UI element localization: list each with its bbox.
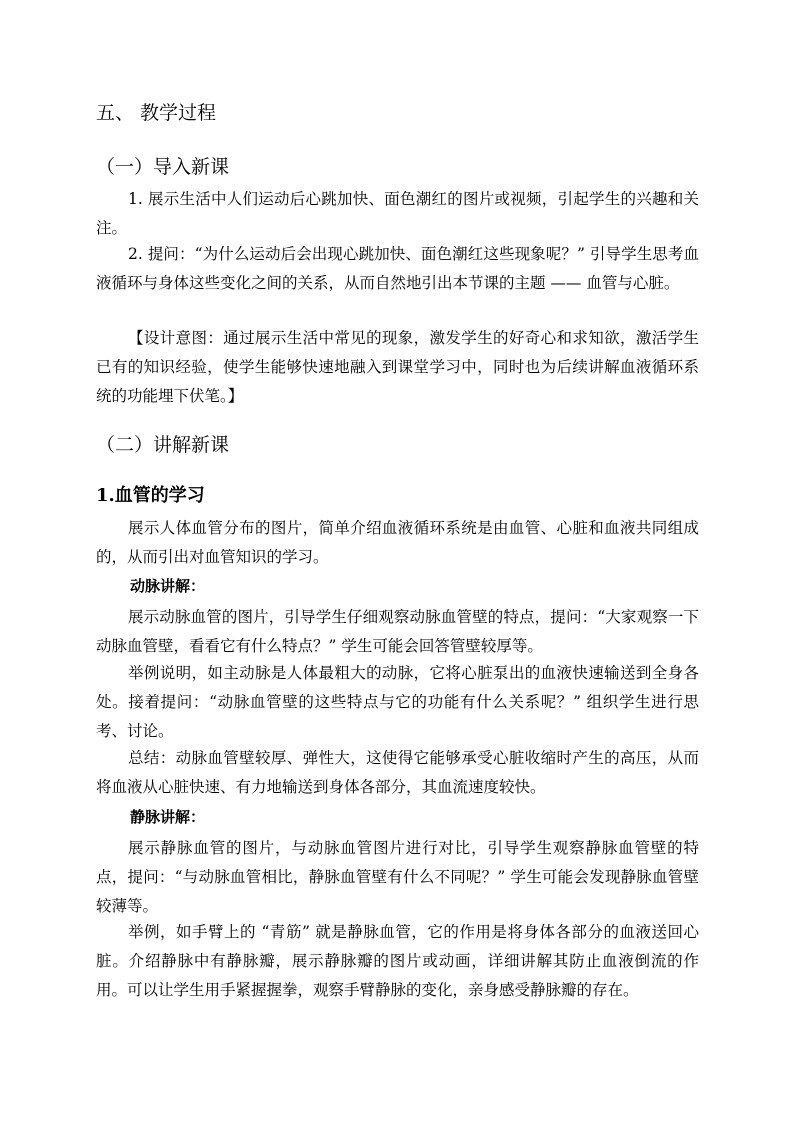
blood-vessel-intro: 展示人体血管分布的图片，简单介绍血液循环系统是由血管、心脏和血液共同组成的，从而引出对血管知识的学习。 xyxy=(96,519,699,566)
part1-heading: （一）导入新课 xyxy=(96,156,230,178)
part1-design-intent: 【设计意图：通过展示生活中常见的现象，激发学生的好奇心和求知欲，激活学生已有的知识经验，使学生能够快速地融入到课堂学习中，同时也为后续讲解血液循环系统的功能埋下伏笔。】 xyxy=(96,329,699,405)
part1-paragraph-2: 2. 提问：“为什么运动后会出现心跳加快、面色潮红这些现象呢？” 引导学生思考血液循环与身体这些变化之间的关系，从而自然地引出本节课的主题 —— 血管与心脏。 xyxy=(96,245,699,292)
part1-paragraph-1: 1. 展示生活中人们运动后心跳加快、面色潮红的图片或视频，引起学生的兴趣和关注。 xyxy=(96,190,699,237)
section-title: 五、 教学过程 xyxy=(96,102,217,124)
part2-heading: （二）讲解新课 xyxy=(96,434,230,456)
blood-vessel-heading: 1.血管的学习 xyxy=(96,485,205,506)
artery-heading: 动脉讲解： xyxy=(130,577,206,595)
vein-paragraph-1: 展示静脉血管的图片，与动脉血管图片进行对比，引导学生观察静脉血管壁的特点，提问：“与动脉血管相比，静脉血管壁有什么不同呢？” 学生可能会发现静脉血管壁较薄等。 xyxy=(96,839,699,915)
vein-paragraph-2: 举例，如手臂上的 “青筋” 就是静脉血管，它的作用是将身体各部分的血液送回心脏。介绍静脉中有静脉瓣，展示静脉瓣的图片或动画，详细讲解其防止血液倒流的作用。可以让学生用手紧握握拳，观察手臂静脉的变化，亲身感受静脉瓣的存在。 xyxy=(96,923,699,999)
artery-paragraph-3: 总结：动脉血管壁较厚、弹性大，这使得它能够承受心脏收缩时产生的高压，从而将血液从心脏快速、有力地输送到身体各部分，其血流速度较快。 xyxy=(96,749,699,796)
vein-heading: 静脉讲解： xyxy=(130,808,206,826)
artery-paragraph-1: 展示动脉血管的图片，引导学生仔细观察动脉血管壁的特点，提问：“大家观察一下动脉血管壁，看看它有什么特点？” 学生可能会回答管壁较厚等。 xyxy=(96,608,699,655)
artery-paragraph-2: 举例说明，如主动脉是人体最粗大的动脉，它将心脏泵出的血液快速输送到全身各处。接着提问：“动脉血管壁的这些特点与它的功能有什么关系呢？” 组织学生进行思考、讨论。 xyxy=(96,664,699,740)
